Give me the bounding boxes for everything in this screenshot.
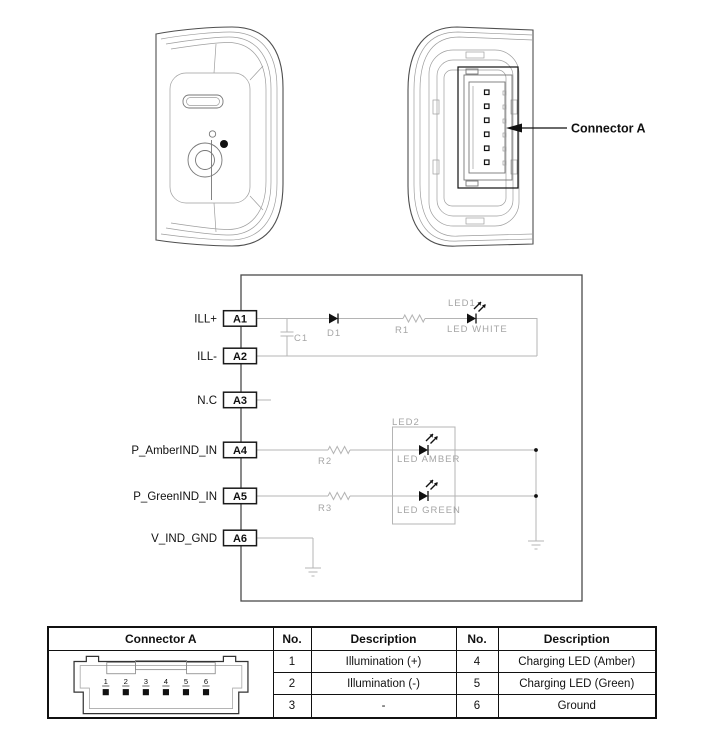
pin-a4-id: A4	[232, 445, 248, 457]
connector-a-label: Connector A	[571, 121, 646, 136]
ground-symbol-a6	[257, 538, 322, 576]
charger-rear-view-drawing	[408, 27, 646, 246]
connector-pin-table	[47, 626, 655, 718]
led-amber-symbol	[419, 434, 438, 455]
pin-a5-signal: P_GreenIND_IN	[133, 491, 217, 503]
pin-a6	[151, 530, 256, 546]
label-led-white: LED WHITE	[447, 324, 508, 335]
junction-dot	[534, 494, 538, 498]
pin-table-row	[48, 651, 656, 673]
label-led2: LED2	[392, 417, 420, 428]
charger-front-view-drawing	[156, 27, 283, 246]
row2-no-left: 2	[273, 673, 311, 695]
pin-a5-id: A5	[232, 491, 248, 503]
pin-a3	[197, 392, 256, 408]
front-pin-5: 5	[183, 676, 188, 686]
pin-table	[47, 626, 657, 719]
row1-desc-left: Illumination (+)	[311, 651, 456, 673]
row1-desc-right: Charging LED (Amber)	[498, 651, 656, 673]
row2-desc-right: Charging LED (Green)	[498, 673, 656, 695]
label-r1: R1	[395, 325, 410, 336]
pin-a2-id: A2	[232, 351, 248, 363]
pin-a1-signal: ILL+	[194, 313, 217, 326]
front-pin-6: 6	[203, 676, 208, 686]
circuit-schematic	[131, 275, 582, 601]
pin-a5	[133, 488, 256, 504]
front-pin-1: 1	[103, 676, 108, 686]
resistor-r1-symbol	[403, 315, 425, 322]
pin-a6-id: A6	[232, 533, 248, 545]
label-led-amber: LED AMBER	[397, 454, 461, 465]
led-green-symbol	[419, 480, 438, 501]
row1-no-left: 1	[273, 651, 311, 673]
resistor-r2-symbol	[328, 447, 350, 454]
junction-dot	[534, 448, 538, 452]
pin-a2	[197, 348, 256, 364]
row2-no-right: 5	[456, 673, 498, 695]
row3-desc-right: Ground	[498, 695, 656, 718]
pin-a1	[194, 311, 256, 327]
connector-front-view-cell	[48, 651, 273, 719]
diode-d1-symbol	[329, 314, 338, 324]
pin-a3-signal: N.C	[197, 395, 217, 407]
label-d1: D1	[327, 328, 342, 339]
row3-desc-left: -	[311, 695, 456, 718]
label-led1: LED1	[448, 298, 476, 309]
header-description-left: Description	[311, 627, 456, 651]
header-connector-a: Connector A	[48, 627, 273, 651]
label-r2: R2	[318, 456, 333, 467]
label-c1: C1	[294, 333, 309, 344]
pin-table-header-row	[48, 627, 656, 651]
row2-desc-left: Illumination (-)	[311, 673, 456, 695]
front-pin-2: 2	[123, 676, 128, 686]
pin-a4	[131, 442, 256, 458]
front-pin-3: 3	[143, 676, 148, 686]
label-led-green: LED GREEN	[397, 505, 461, 516]
connector-front-pins	[102, 677, 209, 695]
ground-symbol-right	[528, 450, 544, 549]
row1-no-right: 4	[456, 651, 498, 673]
pin-a4-signal: P_AmberIND_IN	[131, 445, 217, 457]
header-no-right: No.	[456, 627, 498, 651]
pin-a2-signal: ILL-	[197, 351, 217, 363]
pin-a3-id: A3	[232, 395, 248, 407]
capacitor-c1-symbol	[281, 319, 294, 357]
resistor-r3-symbol	[328, 493, 350, 500]
header-description-right: Description	[498, 627, 656, 651]
row3-no-right: 6	[456, 695, 498, 718]
pin-a1-id: A1	[232, 313, 248, 326]
pin-a6-signal: V_IND_GND	[151, 533, 217, 545]
header-no-left: No.	[273, 627, 311, 651]
indicator-dot	[220, 140, 228, 148]
row3-no-left: 3	[273, 695, 311, 718]
schematic-frame	[241, 275, 582, 601]
label-r3: R3	[318, 503, 333, 514]
connector-a-front-view	[72, 653, 250, 717]
front-pin-4: 4	[163, 676, 168, 686]
